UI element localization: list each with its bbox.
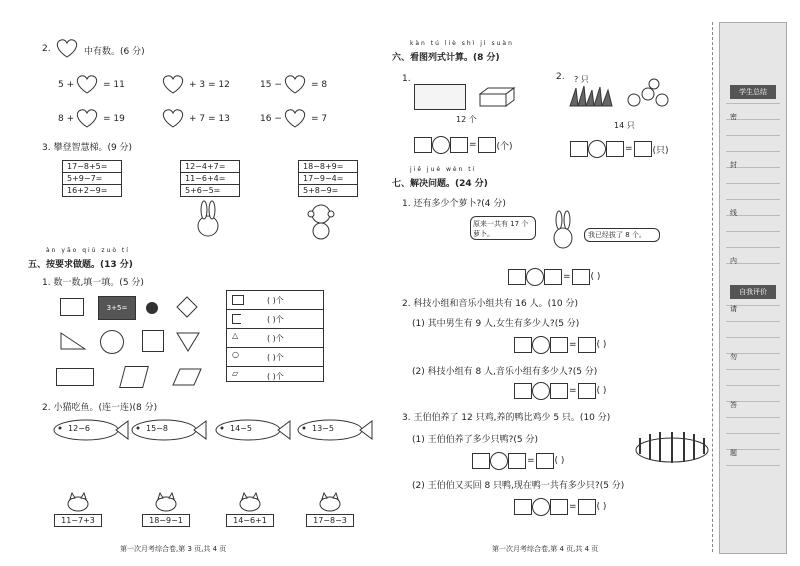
seal-char: 答 bbox=[730, 401, 737, 409]
down-triangle-shape bbox=[176, 332, 200, 352]
q2-1-equation: = ( ) bbox=[514, 336, 607, 354]
ladder-2 bbox=[180, 160, 240, 197]
envelope-shape bbox=[56, 368, 94, 386]
answer-box[interactable] bbox=[550, 337, 568, 353]
right-footer: 第一次月考综合卷,第 4 页,共 4 页 bbox=[492, 545, 599, 553]
sec6-p2-num: 2. bbox=[556, 72, 565, 82]
ladder-3-step: 5+8−9= bbox=[299, 184, 357, 197]
ladder-3-step: 18−8+9= bbox=[299, 160, 357, 172]
count-row: ▱ ( )个 bbox=[232, 369, 284, 381]
cat-icon bbox=[315, 492, 345, 512]
count-row: △ ( )个 bbox=[227, 329, 323, 348]
heart-input-5[interactable] bbox=[160, 108, 186, 128]
fish-icon bbox=[294, 418, 374, 442]
eq-6: 16 − bbox=[260, 114, 282, 124]
heart-input-2[interactable] bbox=[160, 74, 186, 94]
grass-icon bbox=[568, 84, 616, 108]
summary-label: 学生总结 bbox=[730, 85, 776, 99]
q3-2-equation: = ( ) bbox=[514, 498, 607, 516]
answer-box[interactable] bbox=[478, 137, 496, 153]
heart-input-1[interactable] bbox=[74, 74, 100, 94]
sec7-q3-1: (1) 王伯伯养了多少只鸭?(5 分) bbox=[412, 435, 538, 445]
fish-icon bbox=[50, 418, 130, 442]
seal-char: 内 bbox=[730, 257, 737, 265]
fish-1[interactable]: 12−6 bbox=[50, 418, 130, 442]
eq-3: 15 − bbox=[260, 80, 282, 90]
sec7-title: 七、解决问题。(24 分) bbox=[392, 179, 488, 189]
seal-char: 封 bbox=[730, 161, 737, 169]
sec6-p1-num: 1. bbox=[402, 74, 411, 84]
sec5-q1-title: 1. 数一数,填一填。(5 分) bbox=[42, 278, 144, 288]
speech-bubble-2: 我已经拔了 8 个。 bbox=[584, 228, 660, 242]
seal-char: 题 bbox=[730, 449, 737, 457]
diamond-shape bbox=[176, 296, 198, 318]
rabbit-icon bbox=[548, 210, 578, 250]
left-q2-title-after: 中有数。(6 分) bbox=[84, 47, 145, 57]
left-q3-title: 3. 攀登智慧梯。(9 分) bbox=[42, 143, 133, 153]
answer-box[interactable] bbox=[572, 269, 590, 285]
clock-shape bbox=[100, 330, 124, 354]
eq-4: 8 + bbox=[58, 114, 75, 124]
eq-1-post: = 11 bbox=[103, 80, 125, 90]
p1-bracket-label: 12 个 bbox=[456, 115, 477, 124]
answer-box[interactable] bbox=[634, 141, 652, 157]
p1-equation: = (个) bbox=[414, 136, 514, 154]
box-icon bbox=[476, 86, 516, 108]
operator-circle[interactable] bbox=[526, 268, 544, 286]
count-row: ( )个 bbox=[227, 291, 323, 310]
answer-box[interactable] bbox=[450, 137, 468, 153]
heart-input-6[interactable] bbox=[282, 108, 308, 128]
answer-box[interactable] bbox=[514, 499, 532, 515]
board-text: 3+5= bbox=[106, 304, 128, 312]
monkey-icon bbox=[304, 202, 338, 240]
seal-char: 勿 bbox=[730, 353, 737, 361]
rabbits-icon bbox=[624, 76, 672, 108]
self-eval-label: 自我评价 bbox=[730, 285, 776, 299]
fish-icon bbox=[212, 418, 292, 442]
book-shape bbox=[119, 366, 149, 388]
left-footer: 第一次月考综合卷,第 3 页,共 4 页 bbox=[120, 545, 227, 553]
speech-bubble-1: 原来一共有 17 个萝卜。 bbox=[470, 216, 536, 240]
eq-4-post: = 19 bbox=[103, 114, 125, 124]
fish-3[interactable]: 14−5 bbox=[212, 418, 292, 442]
ladder-1 bbox=[62, 160, 122, 197]
count-row: ( )个 bbox=[227, 310, 323, 329]
ladder-2-step: 5+6−5= bbox=[181, 184, 239, 197]
count-table bbox=[226, 290, 324, 382]
blackboard-shape bbox=[98, 296, 136, 320]
eq-6-post: = 7 bbox=[311, 114, 328, 124]
sec7-q3-title: 3. 王伯伯养了 12 只鸡,养的鸭比鸡少 5 只。(10 分) bbox=[402, 413, 611, 423]
answer-box[interactable] bbox=[508, 269, 526, 285]
answer-box[interactable] bbox=[508, 453, 526, 469]
answer-box[interactable] bbox=[578, 499, 596, 515]
triangle-ruler-shape bbox=[60, 332, 86, 350]
answer-box[interactable] bbox=[514, 337, 532, 353]
seal-char: 线 bbox=[730, 209, 737, 217]
heart-input-3[interactable] bbox=[282, 74, 308, 94]
cat-2[interactable]: 18−9−1 bbox=[142, 492, 190, 527]
eq-3-post: = 8 bbox=[311, 80, 328, 90]
heart-icon bbox=[54, 38, 80, 58]
seal-char: 密 bbox=[730, 113, 737, 121]
fence-icon bbox=[632, 420, 712, 466]
sec5-title: 五、按要求做题。(13 分) bbox=[28, 260, 133, 270]
q3-1-equation: = ( ) bbox=[472, 452, 565, 470]
ladder-3-step: 17−9−4= bbox=[299, 172, 357, 184]
cat-3[interactable]: 14−6+1 bbox=[226, 492, 274, 527]
answer-box[interactable] bbox=[536, 453, 554, 469]
cat-icon bbox=[63, 492, 93, 512]
cat-icon bbox=[151, 492, 181, 512]
ladder-1-step: 16+2−9= bbox=[63, 184, 121, 197]
sec7-q2-title: 2. 科技小组和音乐小组共有 16 人。(10 分) bbox=[402, 299, 578, 309]
sec7-q3-2: (2) 王伯伯又买回 8 只鸭,现在鸭一共有多少只?(5 分) bbox=[412, 481, 625, 491]
binding-strip bbox=[719, 22, 787, 554]
heart-input-4[interactable] bbox=[74, 108, 100, 128]
ball-shape bbox=[146, 302, 158, 314]
eq-2-post: + 3 = 12 bbox=[189, 80, 230, 90]
ladder-3 bbox=[298, 160, 358, 197]
operator-circle[interactable] bbox=[490, 452, 508, 470]
ladder-2-step: 12−4+7= bbox=[181, 160, 239, 172]
q1-equation: = ( ) bbox=[508, 268, 601, 286]
cat-icon bbox=[235, 492, 265, 512]
answer-box[interactable] bbox=[414, 137, 432, 153]
q2-2-equation: = ( ) bbox=[514, 382, 607, 400]
sec7-q2-1: (1) 其中男生有 9 人,女生有多少人?(5 分) bbox=[412, 319, 580, 329]
left-q2-title: 2. bbox=[42, 44, 51, 54]
sec6-title: 六、看图列式计算。(8 分) bbox=[392, 53, 500, 63]
answer-box[interactable] bbox=[550, 383, 568, 399]
sec5-pinyin: àn yāo qiú zuò tí bbox=[46, 247, 130, 254]
sec7-pinyin: jiě jué wèn tí bbox=[410, 166, 477, 173]
operator-circle[interactable] bbox=[532, 498, 550, 516]
answer-box[interactable] bbox=[550, 499, 568, 515]
answer-box[interactable] bbox=[606, 141, 624, 157]
rabbit-icon bbox=[192, 200, 224, 240]
fish-icon bbox=[128, 418, 208, 442]
sec7-q2-2: (2) 科技小组有 8 人,音乐小组有多少人?(5 分) bbox=[412, 367, 598, 377]
fish-4[interactable]: 13−5 bbox=[294, 418, 374, 442]
p2-bracket-label: 14 只 bbox=[614, 121, 635, 130]
eq-1: 5 + bbox=[58, 80, 75, 90]
sec5-q2-title: 2. 小猫吃鱼。(连一连)(8 分) bbox=[42, 403, 158, 413]
parallelogram-shape bbox=[172, 368, 202, 386]
rectangle-shape bbox=[60, 298, 84, 316]
p2-equation: = (只) bbox=[570, 140, 670, 158]
sec6-pinyin: kàn tú liè shì jì suàn bbox=[410, 40, 514, 47]
answer-box[interactable] bbox=[570, 141, 588, 157]
sec7-q1-title: 1. 还有多少个萝卜?(4 分) bbox=[402, 199, 506, 209]
p1-picture-frame bbox=[414, 84, 466, 110]
operator-circle[interactable] bbox=[532, 382, 550, 400]
ladder-2-step: 11−6+4= bbox=[181, 172, 239, 184]
cat-1[interactable]: 11−7+3 bbox=[54, 492, 102, 527]
square-shape bbox=[142, 330, 164, 352]
eq-5-post: + 7 = 13 bbox=[189, 114, 230, 124]
p2-question: ? 只 bbox=[574, 75, 589, 84]
seal-char: 请 bbox=[730, 305, 737, 313]
seal-line bbox=[712, 22, 713, 552]
answer-box[interactable] bbox=[544, 269, 562, 285]
ladder-1-step: 5+9−7= bbox=[63, 172, 121, 184]
answer-box[interactable] bbox=[472, 453, 490, 469]
fish-2[interactable]: 15−8 bbox=[128, 418, 208, 442]
operator-circle[interactable] bbox=[532, 336, 550, 354]
ladder-1-step: 17−8+5= bbox=[63, 160, 121, 172]
count-row: ○ ( )个 bbox=[227, 348, 323, 367]
answer-box[interactable] bbox=[578, 383, 596, 399]
cat-4[interactable]: 17−8−3 bbox=[306, 492, 354, 527]
operator-circle[interactable] bbox=[432, 136, 450, 154]
operator-circle[interactable] bbox=[588, 140, 606, 158]
answer-box[interactable] bbox=[578, 337, 596, 353]
answer-box[interactable] bbox=[514, 383, 532, 399]
